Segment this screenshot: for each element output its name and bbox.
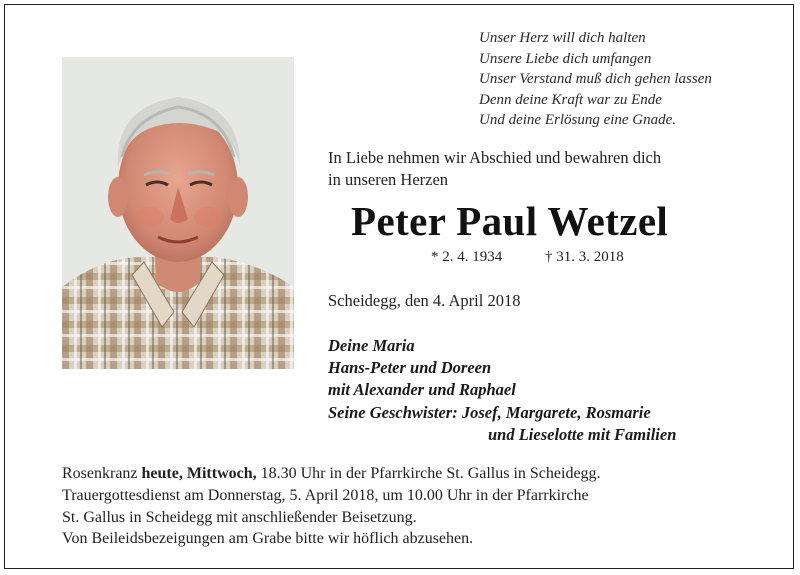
service-notice xyxy=(62,463,601,550)
condolence-note: Von Beileidsbezeigungen am Grabe bitte wir höflich abzusehen. xyxy=(62,530,474,548)
poem-line: Unsere Liebe dich umfangen xyxy=(479,50,652,67)
portrait-photo xyxy=(62,57,294,369)
mourner-line: Seine Geschwister: Josef, Margarete, Rosmarie xyxy=(328,402,651,422)
rosary-day: heute, Mittwoch, xyxy=(141,465,257,482)
farewell-line: In Liebe nehmen wir Abschied und bewahren dich xyxy=(328,148,662,167)
poem xyxy=(479,28,712,131)
place-and-date: Scheidegg, den 4. April 2018 xyxy=(328,291,521,310)
funeral-service-line: Trauergottesdienst am Donnerstag, 5. April 2018, um 10.00 Uhr in der Pfarrkirche xyxy=(62,486,589,504)
farewell-text xyxy=(328,147,661,191)
poem-line: Unser Verstand muß dich gehen lassen xyxy=(479,71,712,87)
burial-line: St. Gallus in Scheidegg mit anschließender Beisetzung. xyxy=(62,508,417,526)
death-date: † 31. 3. 2018 xyxy=(545,249,624,265)
poem-line: Und deine Erlösung eine Gnade. xyxy=(479,112,677,128)
deceased-name: Peter Paul Wetzel xyxy=(351,198,669,244)
obituary-frame xyxy=(4,4,794,569)
farewell-line: in unseren Herzen xyxy=(328,170,449,189)
birth-date: * 2. 4. 1934 xyxy=(431,249,503,265)
mourner-line: Deine Maria xyxy=(328,336,415,355)
rosary-details: 18.30 Uhr in der Pfarrkirche St. Gallus in Scheidegg. xyxy=(256,465,601,482)
rosary-text: Rosenkranz xyxy=(62,465,142,482)
portrait-illustration xyxy=(62,57,294,369)
mourner-line: Hans-Peter und Doreen xyxy=(328,358,492,378)
mourner-line: und Lieselotte mit Familien xyxy=(488,424,677,444)
mourners-list xyxy=(328,335,676,446)
mourner-line: mit Alexander und Raphael xyxy=(328,380,516,400)
poem-line: Unser Herz will dich halten xyxy=(479,30,646,46)
poem-line: Denn deine Kraft war zu Ende xyxy=(479,91,662,108)
rosary-line xyxy=(62,463,601,485)
